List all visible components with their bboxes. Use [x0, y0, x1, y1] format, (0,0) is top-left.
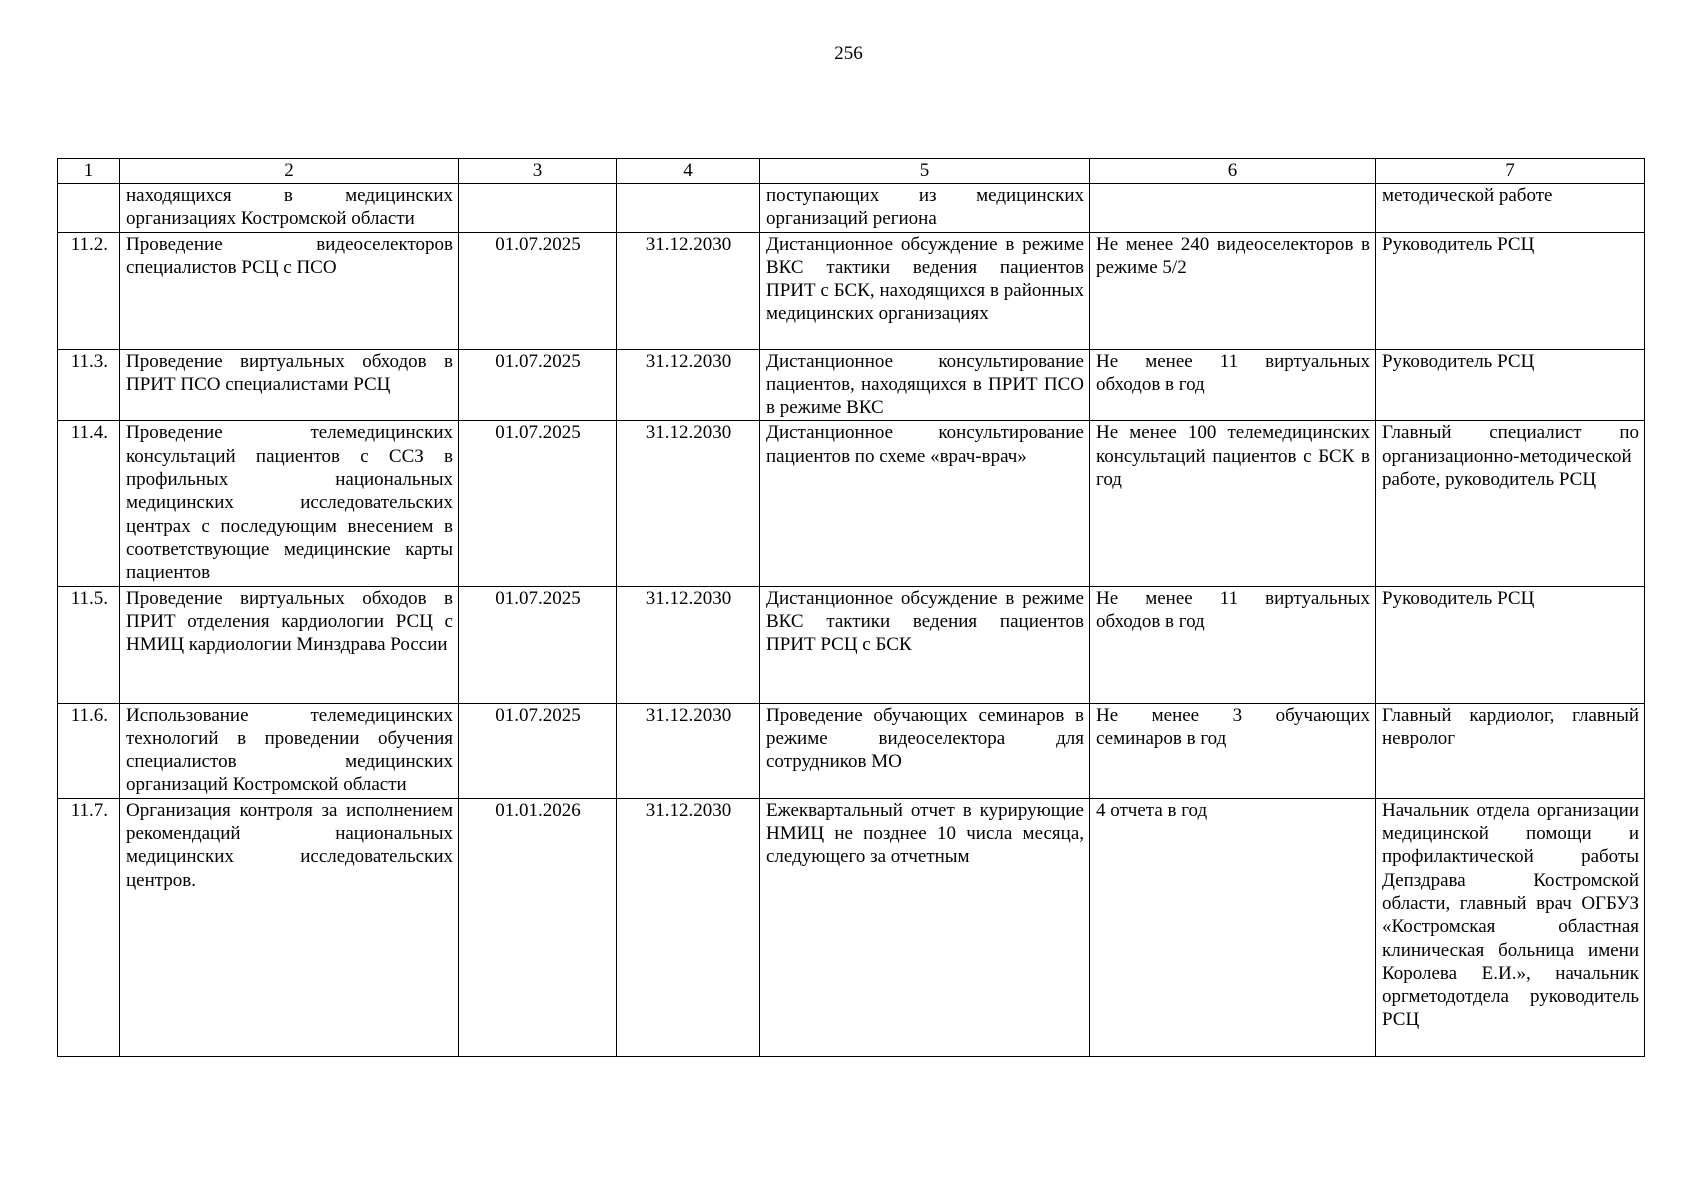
measure-name: Проведение виртуальных обходов в ПРИТ отделения кардиологии РСЦ с НМИЦ кардиологии Минздрава России [120, 586, 459, 703]
end-date: 31.12.2030 [617, 349, 760, 421]
row-number: 11.5. [58, 586, 120, 703]
responsible: Руководитель РСЦ [1376, 349, 1645, 421]
measure-content: Дистанционное консультирование пациентов по схеме «врач-врач» [760, 421, 1090, 586]
start-date [459, 184, 617, 233]
measure-content: Дистанционное консультирование пациентов, находящихся в ПРИТ ПСО в режиме ВКС [760, 349, 1090, 421]
measure-name: находящихся в медицинских организациях Костромской области [120, 184, 459, 233]
measure-result: 4 отчета в год [1090, 798, 1376, 1056]
responsible: Руководитель РСЦ [1376, 232, 1645, 349]
measure-result: Не менее 100 телемедицинских консультаций пациентов с БСК в год [1090, 421, 1376, 586]
end-date: 31.12.2030 [617, 421, 760, 586]
column-header: 4 [617, 159, 760, 184]
measure-result: Не менее 3 обучающих семинаров в год [1090, 703, 1376, 798]
measure-result: Не менее 11 виртуальных обходов в год [1090, 349, 1376, 421]
measure-name: Проведение виртуальных обходов в ПРИТ ПСО специалистами РСЦ [120, 349, 459, 421]
start-date: 01.01.2026 [459, 798, 617, 1056]
table-row [58, 798, 1645, 1056]
column-header: 6 [1090, 159, 1376, 184]
table-row [58, 232, 1645, 349]
responsible: Главный специалист по организационно-методической работе, руководитель РСЦ [1376, 421, 1645, 586]
measure-result: Не менее 240 видеоселекторов в режиме 5/2 [1090, 232, 1376, 349]
row-number: 11.7. [58, 798, 120, 1056]
end-date: 31.12.2030 [617, 586, 760, 703]
responsible: Начальник отдела организации медицинской помощи и профилактической работы Депздрава Костромской области, главный врач ОГБУЗ «Костромская областная клиническая больница имени Королева Е.И.», начальник оргметодотдела руководитель РСЦ [1376, 798, 1645, 1056]
column-header: 3 [459, 159, 617, 184]
table-row [58, 421, 1645, 586]
measure-result: Не менее 11 виртуальных обходов в год [1090, 586, 1376, 703]
row-number: 11.4. [58, 421, 120, 586]
measure-name: Организация контроля за исполнением рекомендаций национальных медицинских исследовательских центров. [120, 798, 459, 1056]
table-row [58, 349, 1645, 421]
responsible: методической работе [1376, 184, 1645, 233]
table-row [58, 703, 1645, 798]
end-date: 31.12.2030 [617, 232, 760, 349]
start-date: 01.07.2025 [459, 349, 617, 421]
end-date [617, 184, 760, 233]
start-date: 01.07.2025 [459, 421, 617, 586]
column-header: 2 [120, 159, 459, 184]
row-number [58, 184, 120, 233]
measure-result [1090, 184, 1376, 233]
column-header: 5 [760, 159, 1090, 184]
table-row [58, 586, 1645, 703]
measure-content: Дистанционное обсуждение в режиме ВКС тактики ведения пациентов ПРИТ с БСК, находящихся в районных медицинских организациях [760, 232, 1090, 349]
row-number: 11.2. [58, 232, 120, 349]
column-header: 1 [58, 159, 120, 184]
start-date: 01.07.2025 [459, 586, 617, 703]
start-date: 01.07.2025 [459, 703, 617, 798]
column-number-row [58, 159, 1645, 184]
measure-name: Проведение телемедицинских консультаций пациентов с ССЗ в профильных национальных медицинских исследовательских центрах с последующим внесением в соответствующие медицинские карты пациентов [120, 421, 459, 586]
column-header: 7 [1376, 159, 1645, 184]
measure-content: Ежеквартальный отчет в курирующие НМИЦ не позднее 10 числа месяца, следующего за отчетным [760, 798, 1090, 1056]
measure-name: Использование телемедицинских технологий в проведении обучения специалистов медицинских организаций Костромской области [120, 703, 459, 798]
end-date: 31.12.2030 [617, 798, 760, 1056]
measure-content: поступающих из медицинских организаций региона [760, 184, 1090, 233]
page-number: 256 [834, 43, 863, 64]
table-row [58, 184, 1645, 233]
responsible: Главный кардиолог, главный невролог [1376, 703, 1645, 798]
measure-content: Проведение обучающих семинаров в режиме видеоселектора для сотрудников МО [760, 703, 1090, 798]
measure-content: Дистанционное обсуждение в режиме ВКС тактики ведения пациентов ПРИТ РСЦ с БСК [760, 586, 1090, 703]
row-number: 11.6. [58, 703, 120, 798]
start-date: 01.07.2025 [459, 232, 617, 349]
responsible: Руководитель РСЦ [1376, 586, 1645, 703]
end-date: 31.12.2030 [617, 703, 760, 798]
row-number: 11.3. [58, 349, 120, 421]
measure-name: Проведение видеоселекторов специалистов РСЦ с ПСО [120, 232, 459, 349]
measures-table [57, 158, 1645, 1057]
